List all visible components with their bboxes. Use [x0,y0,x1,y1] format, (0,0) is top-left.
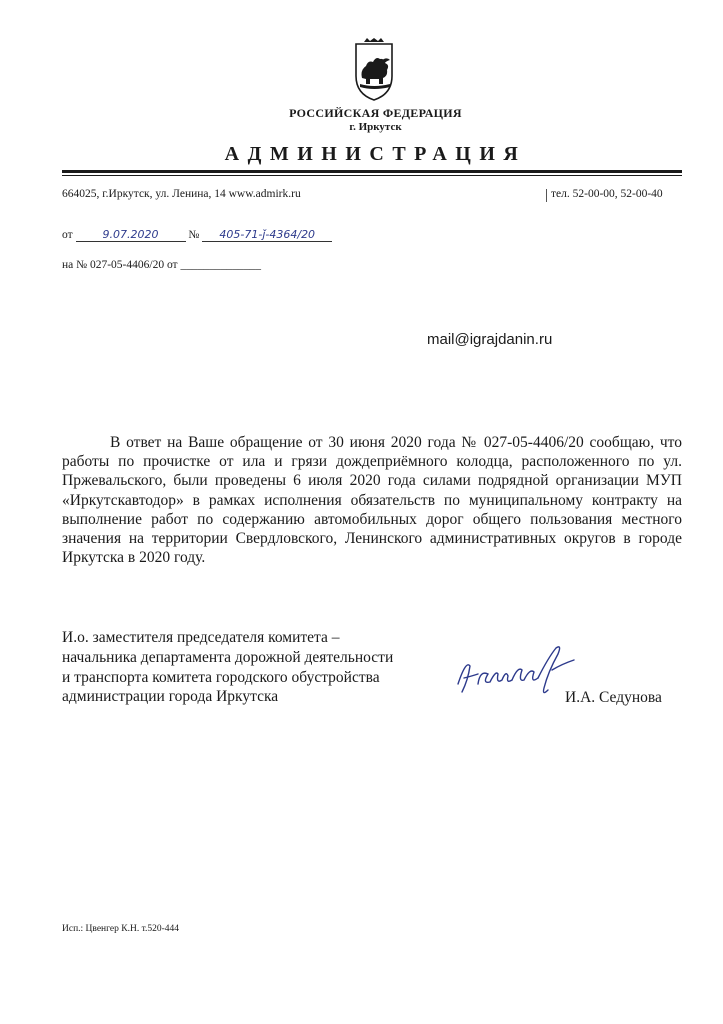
position-line: И.о. заместителя председателя комитета – [62,629,340,646]
position-line: и транспорта комитета городского обустройства [62,668,380,686]
city-name: г. Иркутск [349,121,402,133]
registration-number-field [202,228,332,242]
position-line: администрации города Иркутска [62,688,279,706]
date-prefix: от [62,229,73,241]
reply-reference-line [62,259,261,271]
executor-note: Исп.: Цвенгер К.Н. т.520-444 [62,924,180,934]
registration-date: 9.07.2020 [102,228,159,241]
signer-name: И.А. Седунова [565,689,662,706]
signer-position [62,628,462,707]
registration-line [62,228,332,242]
coat-of-arms-emblem [346,38,402,102]
number-prefix: № [188,229,200,241]
address-line: 664025, г.Иркутск, ул. Ленина, 14 www.admirk.ru [62,188,301,200]
position-line: начальника департамента дорожной деятельности [62,648,394,666]
letter-body: В ответ на Ваше обращение от 30 июня 2020 года № 027-05-4406/20 сообщаю, что работы по прочистке от ила и грязи дождеприёмного колодца, расположенного по ул. Пржевальского, были проведены 6 июля 2020 года силами подрядной организации МУП «Иркутскавтодор» в рамках исполнения обязательств по муниципальному контракту на выполнение работ по содержанию автомобильных дорог общего пользования местного значения на территории Свердловского, Ленинского административных округов в городе Иркутска в 2020 году. [62,434,682,567]
country-name: РОССИЙСКАЯ ФЕДЕРАЦИЯ [289,106,462,120]
phone-separator [546,189,547,202]
phone-line: тел. 52-00-00, 52-00-40 [551,188,663,200]
organization-title: АДМИНИСТРАЦИЯ [224,143,527,165]
reply-reference: на № 027-05-4406/20 от [62,259,178,271]
reply-date-blank: ______________ [180,259,261,271]
header-divider-thick [62,170,682,173]
recipient-email: mail@igrajdanin.ru [427,331,553,348]
handwritten-signature [452,640,582,706]
registration-date-field [76,228,186,242]
registration-number: 405-71-ǰ-4364/20 [219,228,316,241]
header-divider-thin [62,175,682,176]
